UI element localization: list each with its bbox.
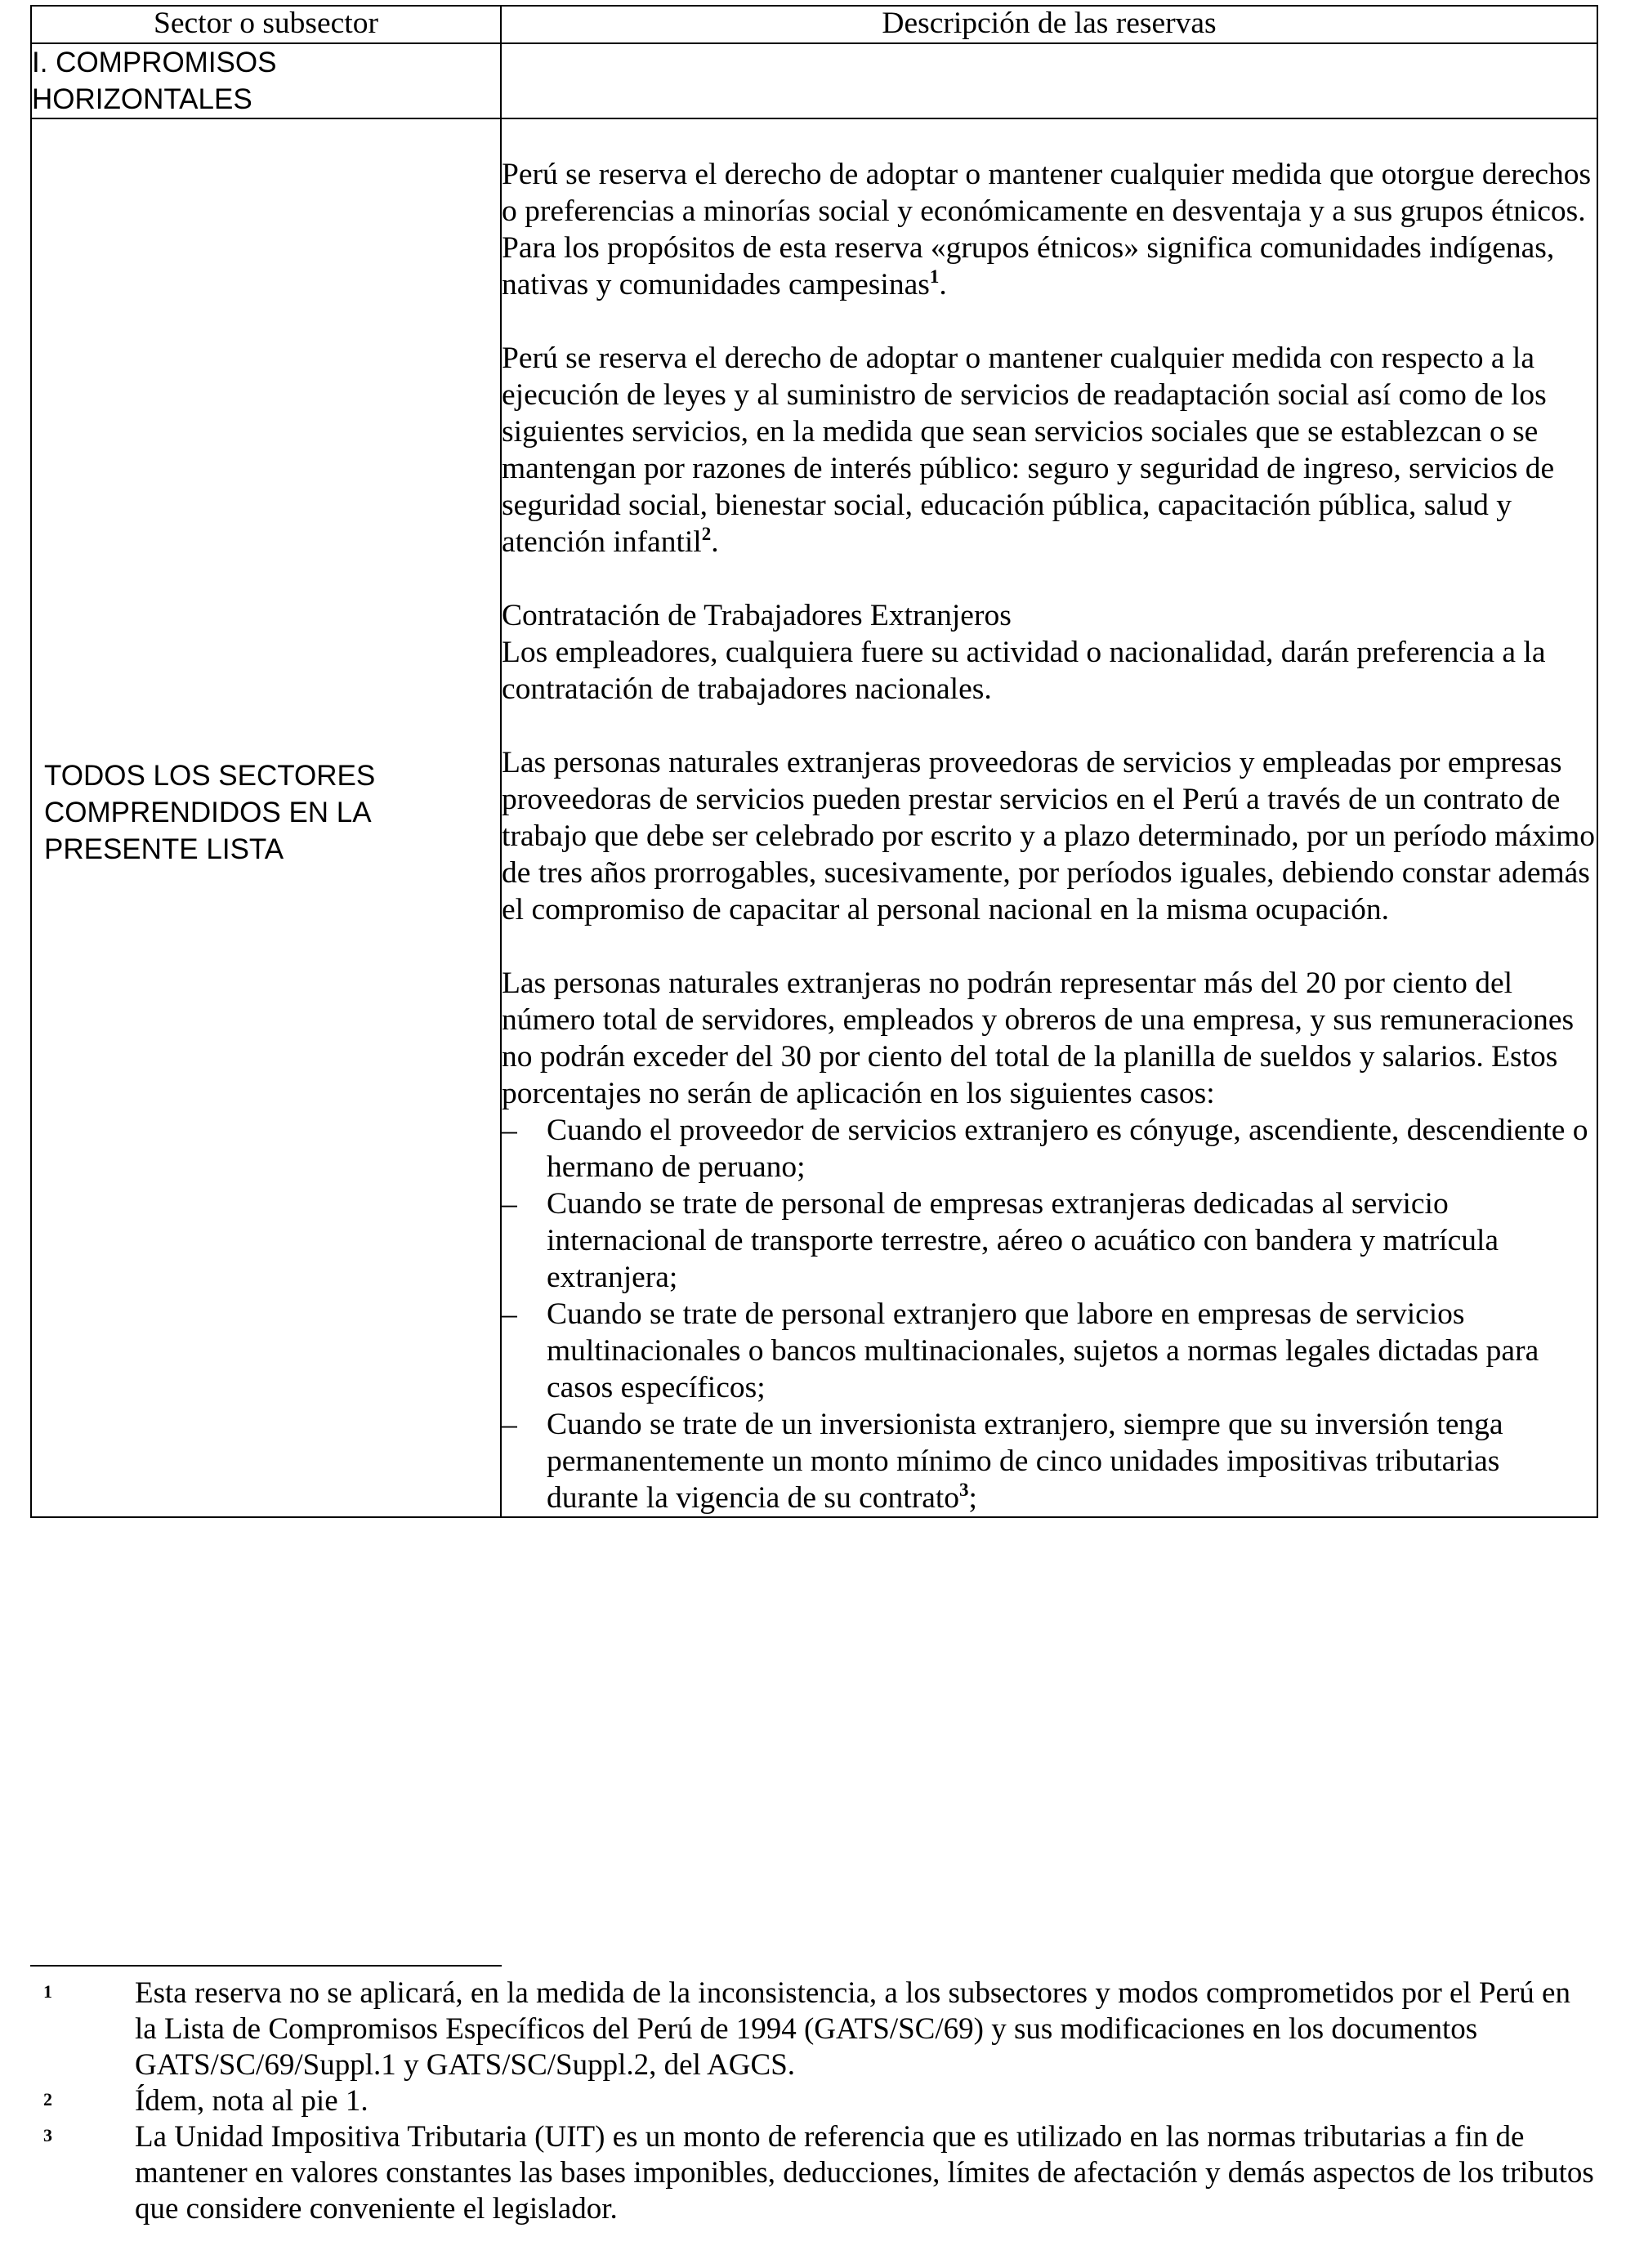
punct: ;: [968, 1481, 977, 1515]
paragraph-social-services-text: Perú se reserva el derecho de adoptar o mantener cualquier medida con respecto a la ejecución de leyes y al suministro de servicios de readaptación social así como de los siguientes servicios, en la medida que sean servicios sociales que se establezcan o se mantengan por razones de interés público: seguro y seguridad de ingreso, servicios de seguridad social, bienestar social, educación pública, capacitación pública, salud y atención infantil: [502, 342, 1555, 559]
list-item: [502, 1296, 1597, 1406]
list-item-text: Cuando se trate de un inversionista extranjero, siempre que su inversión tenga permanentemente un monto mínimo de cinco unidades impositivas tributarias durante la vigencia de su contrato: [547, 1408, 1503, 1515]
footnotes: [30, 1976, 1597, 2227]
sector-cell: [31, 118, 501, 1517]
list-item: [502, 1185, 1597, 1296]
horizontal-commitments-row: [31, 43, 1597, 118]
punct: .: [939, 268, 947, 301]
paragraph-social-services: [502, 340, 1597, 560]
list-item-text: Cuando se trate de personal de empresas extranjeras dedicadas al servicio internacional de transporte terrestre, aéreo o acuático con bandera y matrícula extranjera;: [547, 1187, 1499, 1294]
dash-marker: –: [502, 1187, 517, 1221]
header-description: Descripción de las reservas: [501, 6, 1597, 43]
dash-marker: –: [502, 1297, 517, 1331]
punct: .: [711, 525, 719, 559]
footnote-number: 3: [43, 2125, 52, 2145]
sector-line1: TODOS LOS SECTORES: [44, 760, 376, 792]
description-cell: [501, 118, 1597, 1517]
list-item-text: Cuando el proveedor de servicios extranjero es cónyuge, ascendiente, descendiente o hermano de peruano;: [547, 1114, 1588, 1184]
footnote: [30, 2119, 1597, 2227]
exceptions-list: [502, 1112, 1597, 1516]
paragraph-percentages: Las personas naturales extranjeras no podrán representar más del 20 por ciento del número total de servidores, empleados y obreros de una empresa, y sus remuneraciones no podrán exceder del 30 por ciento del total de la planilla de sueldos y salarios. Estos porcentajes no serán de aplicación en los siguientes casos:: [502, 967, 1575, 1110]
paragraph-minorities-text: Perú se reserva el derecho de adoptar o mantener cualquier medida que otorgue derechos o preferencias a minorías social y económicamente en desventaja y a sus grupos étnicos. Para los propósitos de esta reserva «grupos étnicos» significa comunidades indígenas, nativas y comunidades campesinas: [502, 158, 1592, 301]
footnote-ref-2: 2: [701, 524, 712, 544]
footnote: [30, 2083, 1597, 2119]
horizontal-commitments-heading: [31, 43, 501, 118]
reservations-table: [30, 5, 1598, 1518]
dash-marker: –: [502, 1408, 517, 1441]
footnote-ref-1: 1: [929, 266, 940, 287]
header-sector: Sector o subsector: [31, 6, 501, 43]
reservation-row: [31, 118, 1597, 1517]
list-item-text: Cuando se trate de personal extranjero que labore en empresas de servicios multinacionales o bancos multinacionales, sujetos a normas legales dictadas para casos específicos;: [547, 1297, 1539, 1404]
footnote: [30, 1976, 1597, 2083]
section-title-foreign-workers: Contratación de Trabajadores Extranjeros: [502, 599, 1012, 632]
footnote-ref-3: 3: [959, 1480, 969, 1500]
list-item: [502, 1406, 1597, 1516]
footnote-number: 1: [43, 1981, 52, 2002]
horizontal-heading-line2: HORIZONTALES: [32, 83, 252, 115]
sector-line2: COMPRENDIDOS EN LA: [44, 797, 372, 828]
horizontal-commitments-empty: [501, 43, 1597, 118]
sector-name: [44, 757, 375, 868]
footnote-text: La Unidad Impositiva Tributaria (UIT) es un monto de referencia que es utilizado en las normas tributarias a fin de mantener en valores constantes las bases imponibles, deducciones, límites de afectación y demás aspectos de los tributos que considere conveniente el legislador.: [135, 2120, 1594, 2226]
paragraph-foreign-providers: Las personas naturales extranjeras proveedoras de servicios y empleadas por empresas proveedoras de servicios pueden prestar servicios en el Perú a través de un contrato de trabajo que debe ser celebrado por escrito y a plazo determinado, por un período máximo de tres años prorrogables, sucesivamente, por períodos iguales, debiendo constar además el compromiso de capacitar al personal nacional en la misma ocupación.: [502, 746, 1596, 926]
table-header-row: [31, 6, 1597, 43]
footnote-separator: [30, 1965, 502, 1967]
sector-line3: PRESENTE LISTA: [44, 833, 284, 865]
paragraph-minorities: [502, 156, 1597, 303]
footnote-number: 2: [43, 2089, 52, 2110]
paragraph-national-preference: Los empleadores, cualquiera fuere su actividad o nacionalidad, darán preferencia a la contratación de trabajadores nacionales.: [502, 636, 1546, 706]
horizontal-heading-line1: I. COMPROMISOS: [32, 47, 277, 78]
footnote-text: Ídem, nota al pie 1.: [135, 2084, 369, 2118]
list-item: [502, 1112, 1597, 1185]
dash-marker: –: [502, 1114, 517, 1147]
footnote-text: Esta reserva no se aplicará, en la medida de la inconsistencia, a los subsectores y modos comprometidos por el Perú en la Lista de Compromisos Específicos del Perú de 1994 (GATS/SC/69) y sus modificaciones en los documentos GATS/SC/69/Suppl.1 y GATS/SC/Suppl.2, del AGCS.: [135, 1976, 1570, 2082]
